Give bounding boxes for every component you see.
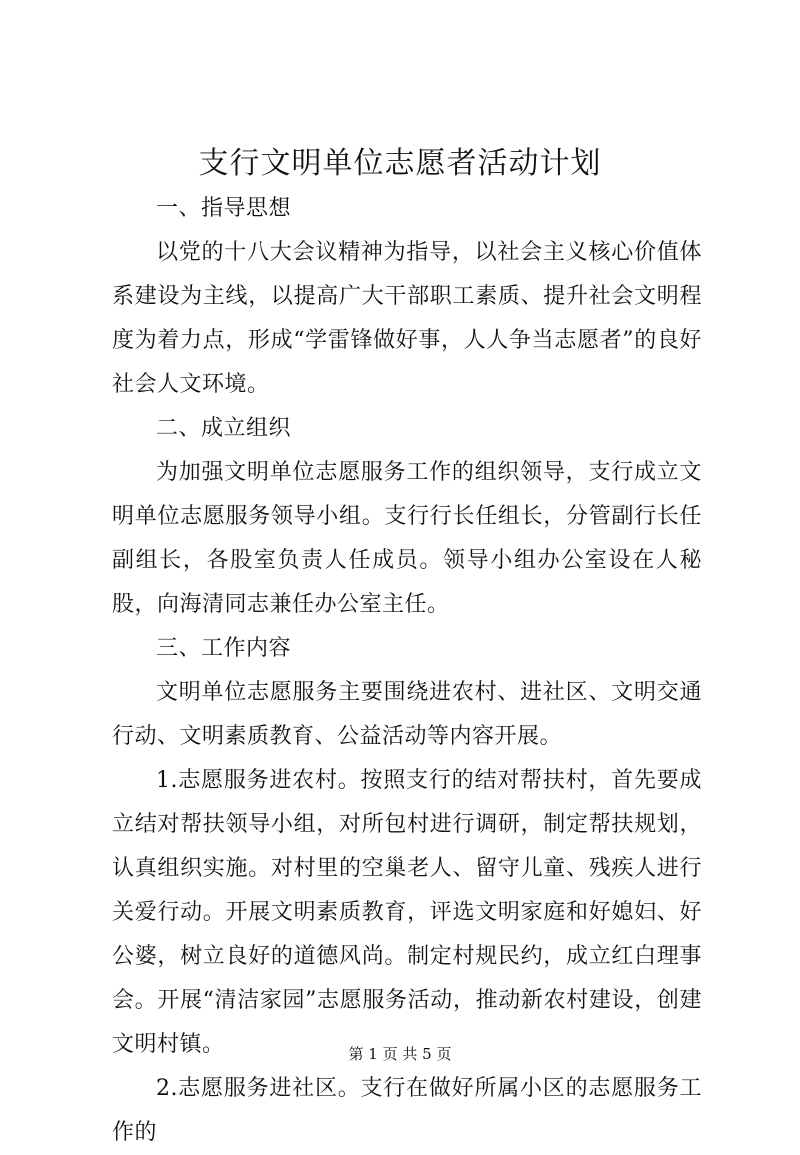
paragraph-guiding-ideology: 以党的十八大会议精神为指导，以社会主义核心价值体系建设为主线，以提高广大干部职工素质、提升社会文明程度为着力点，形成“学雷锋做好事，人人争当志愿者”的良好社会人文环境。 [112,240,702,397]
section-heading-work-content: 三、工作内容 [156,636,292,661]
paragraph-organization: 为加强文明单位志愿服务工作的组织领导，支行成立文明单位志愿服务领导小组。支行行长任组长，分管副行长任副组长，各股室负责人任成员。领导小组办公室设在人秘股，向海清同志兼任办公室主任。 [112,460,702,617]
section-heading-guiding-ideology: 一、指导思想 [156,196,292,221]
section-heading-organization: 二、成立组织 [156,416,292,441]
document-body [112,187,702,1155]
paragraph-work-content-intro: 文明单位志愿服务主要围绕进农村、进社区、文明交通行动、文明素质教育、公益活动等内容开展。 [112,680,702,749]
paragraph-item-rural: 1.志愿服务进农村。按照支行的结对帮扶村，首先要成立结对帮扶领导小组，对所包村进行调研，制定帮扶规划，认真组织实施。对村里的空巢老人、留守儿童、残疾人进行关爱行动。开展文明素质教育，评选文明家庭和好媳妇、好公婆，树立良好的道德风尚。制定村规民约，成立红白理事会。开展“清洁家园”志愿服务活动，推动新农村建设，创建文明村镇。 [112,768,702,1057]
paragraph-item-community: 2.志愿服务进社区。支行在做好所属小区的志愿服务工作的 [112,1076,702,1145]
page-footer: 第 1 页 共 5 页 [348,1045,452,1063]
document-title: 支行文明单位志愿者活动计划 [198,146,602,181]
